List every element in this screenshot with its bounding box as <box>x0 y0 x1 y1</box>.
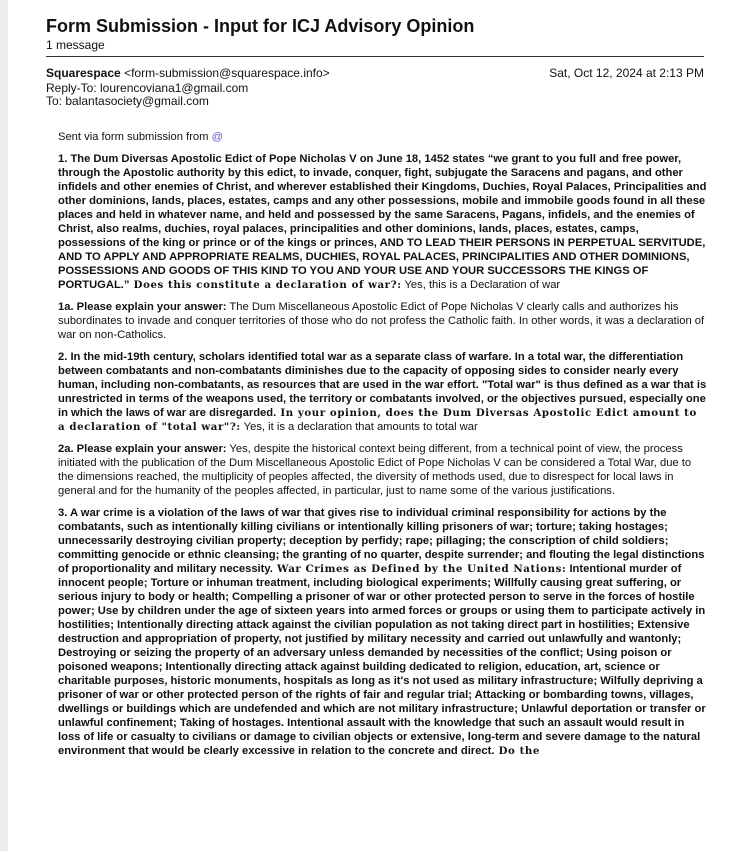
intro-link[interactable]: @ <box>211 131 223 143</box>
email-page <box>8 0 750 851</box>
email-subject: Form Submission - Input for ICJ Advisory Opinion <box>46 16 475 36</box>
intro-line <box>58 130 708 144</box>
q2-answer: Yes, it is a declaration that amounts to total war <box>240 421 478 433</box>
intro-text: Sent via form submission from <box>58 131 212 143</box>
question-3 <box>58 506 708 758</box>
q1a-label: 1a. Please explain your answer: <box>58 301 227 313</box>
q2-question: In your opinion, does the Dum Diversas Apostolic Edict amount to a declaration of "total war"?: <box>58 407 697 433</box>
q1-text: 1. The Dum Diversas Apostolic Edict of Pope Nicholas V on June 18, 1452 states “we grant to you full and free power, through the Apostolic authority by this edict, to invade, conquer, fight, subjugate the Saracens and pagans, and other infidels and other enemies of Christ, and wherever established their Kingdoms, Duchies, Royal Palaces, Principalities and other dominions, lands, places, estates, camps and any other possessions, mobile and immobile goods found in all these places and held in whatever name, and held and possessed by the same Saracens, Pagans, infidels, and the enemies of Christ, also realms, duchies, royal palaces, principalities and other dominions, lands, places, estates, camps, possessions of the king or prince or of the kings or princes, AND TO LEAD THEIR PERSONS IN PERPETUAL SERVITUDE, AND TO APPLY AND APPROPRIATE REALMS, DUCHIES, ROYAL PALACES, PRINCIPALITIES AND OTHER DOMINIONS, POSSESSIONS AND GOODS OF THIS KIND TO YOU AND YOUR USE AND YOUR SUCCESSORS THE KINGS OF PORTUGAL.” <box>58 153 707 291</box>
email-date: Sat, Oct 12, 2024 at 2:13 PM <box>549 66 704 80</box>
header-divider <box>46 56 704 57</box>
reply-to: Reply-To: lourencoviana1@gmail.com <box>46 81 249 95</box>
email-body <box>58 130 708 766</box>
question-1 <box>58 152 708 292</box>
sender-email: <form-submission@squarespace.info> <box>124 66 330 80</box>
q3-source: War Crimes as Defined by the United Nations: <box>272 563 567 575</box>
question-1a <box>58 300 708 342</box>
message-count: 1 message <box>46 38 105 52</box>
q1a-answer: The Dum Miscellaneous Apostolic Edict of Pope Nicholas V clearly calls and authorizes his subordinates to invade and conquer territories of those who do not profess the Catholic faith. In other words, it was a declaration of war on non-Catholics. <box>58 301 705 341</box>
sender-line <box>46 66 330 81</box>
q1-answer: Yes, this is a Declaration of war <box>401 279 561 291</box>
question-2a <box>58 442 708 498</box>
q3-list: Intentional murder of innocent people; Torture or inhuman treatment, including biological experiments; Willfully causing great suffering, or serious injury to body or health; Compelling a prisoner of war or other protected person to serve in the forces of hostile power; Use by children under the age of sixteen years into armed forces or groups or using them to participate actively in hostilities; Intentionally directing attack against the civilian population as not taking direct part in hostilities; Extensive destruction and appropriation of property, not justified by military necessity and carried out unlawfully and wantonly; Destroying or seizing the property of an adversary unless demanded by necessities of the conflict; Using poison or poisoned weapons; Intentionally directing attack against building dedicated to religion, education, art, science or charitable purposes, historic monuments, hospitals as long as it's not used as military infrastructure; Wilfully depriving a prisoner of war or other protected person of the rights of fair and regular trial; Attacking or bombarding towns, villages, dwellings or buildings which are undefended and which are not military infrastructure; Unlawful deportation or transfer or unlawful confinement; Taking of hostages. Intentional assault with the knowledge that such an assault would result in loss of life or casualty to civilians or damage to civilian objects or extensive, long-term and severe damage to the natural environment that would be clearly excessive in relation to the concrete and direct. <box>58 563 706 757</box>
q3-tail: Do the <box>494 745 540 757</box>
q1-question: Does this constitute a declaration of war?: <box>129 279 402 291</box>
q3-text: 3. A war crime is a violation of the laws of war that gives rise to individual criminal responsibility for actions by the combatants, such as intentionally killing civilians or intentionally killing prisoners of war; torture; taking hostages; unnecessarily destroying civilian property; deception by perfidy; rape; pillaging; the conscription of child soldiers; committing genocide or ethnic cleansing; the granting of no quarter, despite surrender; and flouting the legal distinctions of proportionality and military necessity. <box>58 507 705 575</box>
question-2 <box>58 350 708 434</box>
sender-name: Squarespace <box>46 66 121 80</box>
q2-text: 2. In the mid-19th century, scholars identified total war as a separate class of warfare. In a total war, the differentiation between combatants and non-combatants diminishes due to the capacity of opposing sides to consider nearly every human, including non-combatants, as resources that are used in the war effort. "Total war" is thus defined as a war that is unrestricted in terms of the weapons used, the territory or combatants involved, or the objectives pursued, especially one in which the laws of war are disregarded. <box>58 351 707 419</box>
q2a-label: 2a. Please explain your answer: <box>58 443 227 455</box>
q2a-answer: Yes, despite the historical context being different, from a technical point of view, the process initiated with the publication of the Dum Miscellaneous Apostolic Edict of Pope Nicholas V can be considered a Total War, due to the dimensions reached, the multiplicity of peoples affected, the diversity of methods used, due to disrespect for local laws in general and for the humanity of the peoples affected, in particular, just to name some of the various justifications. <box>58 443 692 497</box>
recipient: To: balantasociety@gmail.com <box>46 94 209 108</box>
